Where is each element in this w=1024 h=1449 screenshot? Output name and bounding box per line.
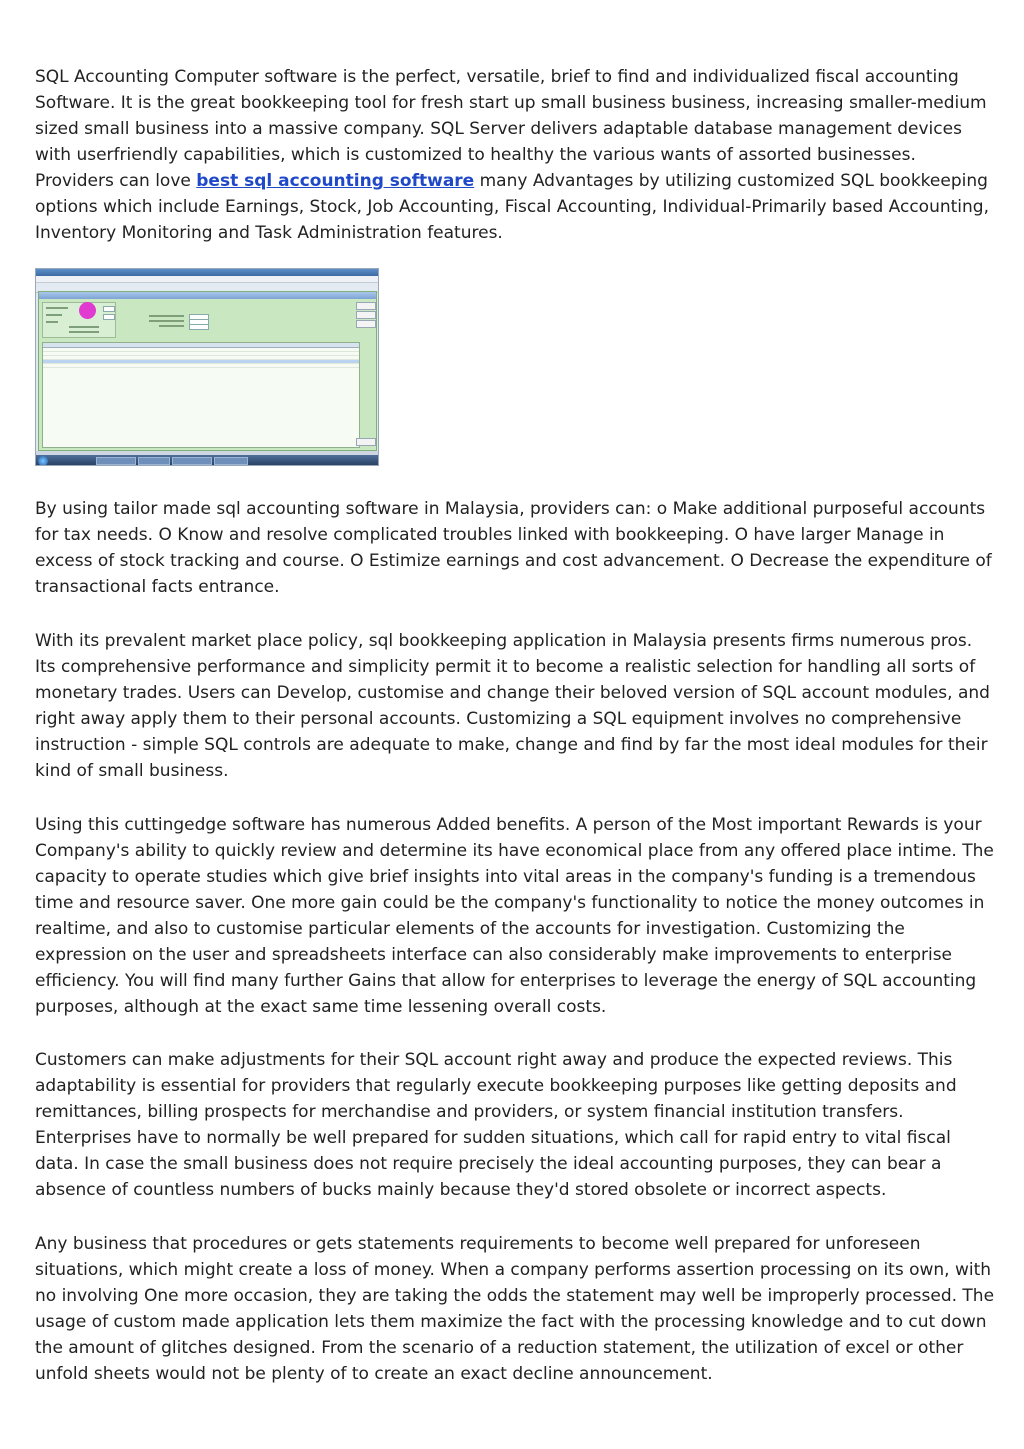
body-paragraph: By using tailor made sql accounting software in Malaysia, providers can: o Make additional purposeful accounts for tax needs. O Know and resolve complicated troubles linked with bookkeeping. O have larger Manage in excess of stock tracking and course. O Estimize earnings and cost advancement. O Decrease the expenditure of transactional facts entrance. (35, 499, 992, 597)
body-paragraph: Any business that procedures or gets statements requirements to become well prepared for unforeseen situations, which might create a loss of money. When a company performs assertion processing on its own, with no involving One more occasion, they are taking the odds the statement may well be improperly processed. The usage of custom made application lets them maximize the fact with the processing knowledge and to cut down the amount of glitches designed. From the scenario of a reduction statement, the utilization of excel or other unfold sheets would not be plenty of to create an exact decline announcement. (35, 1234, 995, 1384)
body-paragraph: With its prevalent market place policy, sql bookkeeping application in Malaysia presents firms numerous pros. Its comprehensive performance and simplicity permit it to become a realistic selection for handling all sorts of monetary trades. Users can Develop, customise and change their beloved version of SQL account modules, and right away apply them to their personal accounts. Customizing a SQL equipment involves no comprehensive instruction - simple SQL controls are adequate to make, change and find by far the most ideal modules for their kind of small business. (35, 631, 990, 781)
intro-paragraph (35, 64, 995, 246)
screenshot-cursor-highlight (79, 302, 96, 319)
intro-text-before-link: SQL Accounting Computer software is the perfect, versatile, brief to find and individualized fiscal accounting Software. It is the great bookkeeping tool for fresh start up small business business, increasing smaller-medium sized small business into a massive company. SQL Server delivers adaptable database management devices with userfriendly capabilities, which is customized to healthy the various wants of assorted businesses. Providers can love (35, 67, 987, 191)
screenshot-reconcile-window (38, 291, 377, 451)
screenshot-side-button (356, 302, 376, 310)
screenshot-transactions-grid (42, 342, 360, 448)
screenshot-start-orb (38, 456, 48, 466)
screenshot-side-button (356, 320, 376, 328)
screenshot-titlebar (36, 269, 378, 276)
screenshot-close-button (356, 438, 376, 446)
intro-text-after-link: many Advantages by utilizing customized SQL bookkeeping options which include Earnings, Stock, Job Accounting, Fiscal Accounting, Individual-Primarily based Accounting, Inventory Monitoring and Task Administration features. (35, 171, 989, 243)
body-paragraph: Customers can make adjustments for their SQL account right away and produce the expected reviews. This adaptability is essential for providers that regularly execute bookkeeping purposes like getting deposits and remittances, billing prospects for merchandise and providers, or system financial institution transfers. Enterprises have to normally be well prepared for sudden situations, which call for rapid entry to vital fiscal data. In case the small business does not require precisely the ideal accounting purposes, they can bear a absence of countless numbers of bucks mainly because they'd stored obsolete or incorrect aspects. (35, 1050, 957, 1200)
screenshot-menubar (36, 276, 378, 283)
sql-accounting-screenshot (35, 268, 379, 466)
screenshot-side-button (356, 311, 376, 319)
screenshot-taskbar (36, 455, 379, 466)
best-sql-accounting-link[interactable]: best sql accounting software (196, 171, 475, 191)
body-paragraph: Using this cuttingedge software has numerous Added benefits. A person of the Most important Rewards is your Company's ability to quickly review and determine its have economical place from any offered place intime. The capacity to operate studies which give brief insights into vital areas in the company's funding is a tremendous time and resource saver. One more gain could be the company's functionality to notice the money outcomes in realtime, and also to customise particular elements of the accounts for investigation. Customizing the expression on the user and spreadsheets interface can also considerably make improvements to enterprise efficiency. You will find many further Gains that allow for enterprises to leverage the energy of SQL accounting purposes, although at the exact same time lessening overall costs. (35, 815, 994, 1017)
screenshot-window-titlebar (39, 292, 376, 299)
